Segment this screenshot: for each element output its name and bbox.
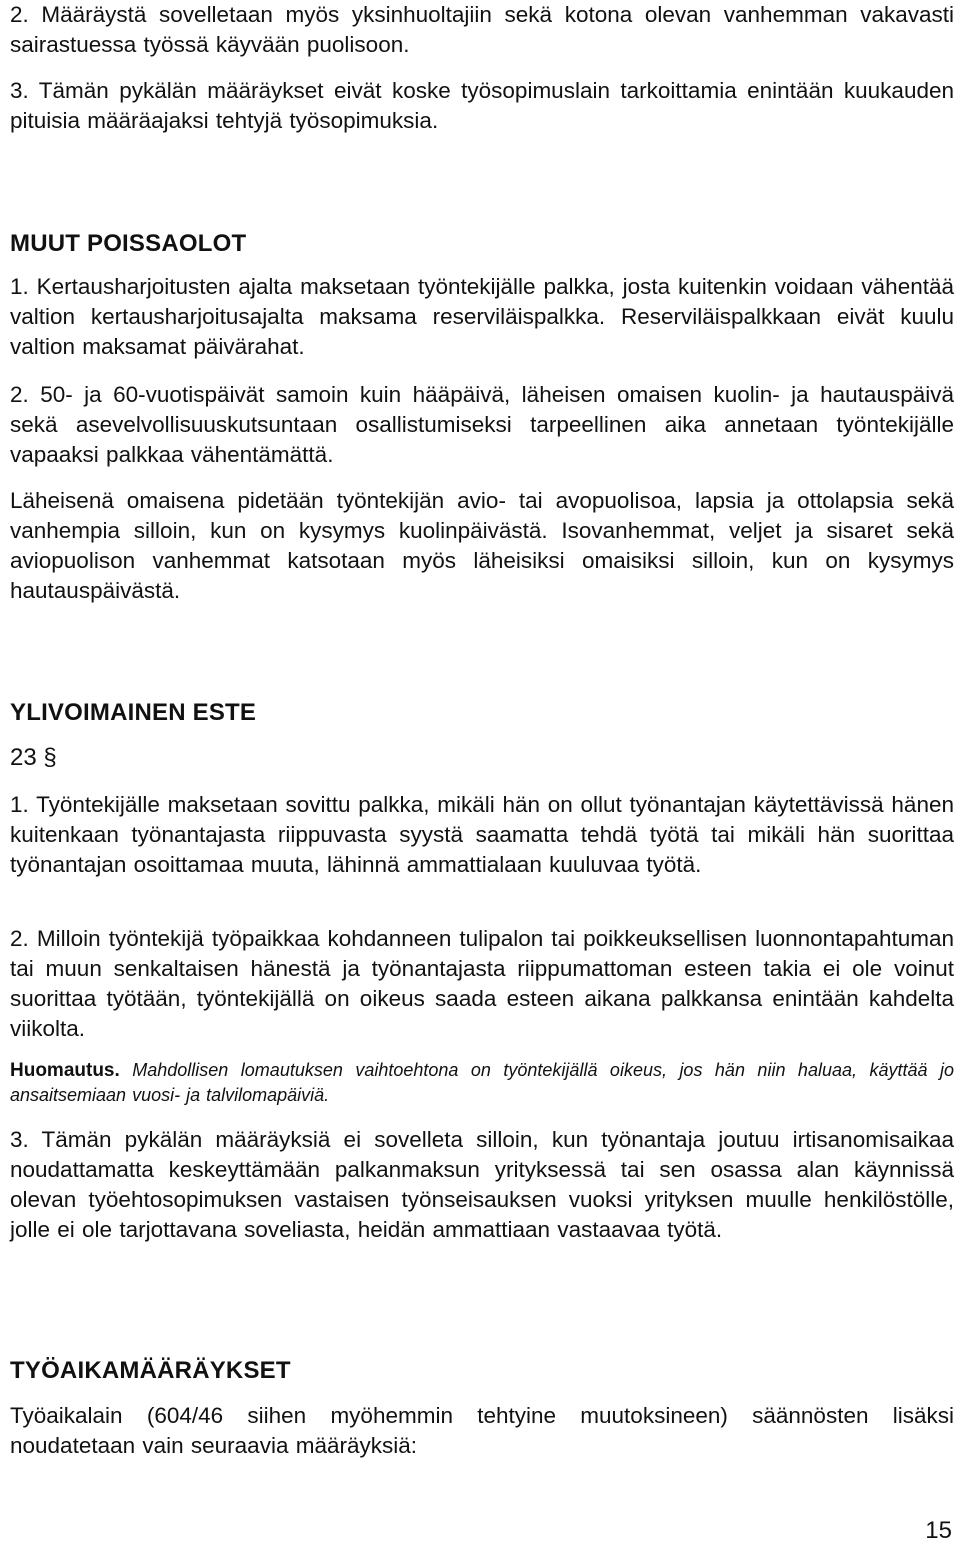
paragraph-este-2: 2. Milloin työntekijä työpaikkaa kohdanneen tulipalon tai poikkeuksellisen luonnontapahtuman tai muun senkaltaisen hänestä ja työnantajasta riippumattoman esteen takia ei ole voinut suorittaa työtään, työntekijällä on oikeus saada esteen aikana palkkansa enintään kahdelta viikolta. <box>10 926 954 1041</box>
note-text: Mahdollisen lomautuksen vaihtoehtona on työntekijällä oikeus, jos hän niin haluaa, käyttää jo ansaitsemiaan vuosi- ja talvilomapäiviä. <box>10 1060 954 1105</box>
heading-tyoaikamaaraykset: TYÖAIKAMÄÄRÄYKSET <box>10 1357 291 1384</box>
paragraph-top-2: 2. Määräystä sovelletaan myös yksinhuoltajiin sekä kotona olevan vanhemman vakavasti sairastuessa työssä käyvään puolisoon. <box>10 2 954 57</box>
note-label: Huomautus. <box>10 1060 120 1081</box>
paragraph-top-3: 3. Tämän pykälän määräykset eivät koske työsopimuslain tarkoittamia enintään kuukauden pituisia määräajaksi tehtyjä työsopimuksia. <box>10 78 954 133</box>
paragraph-muut-omainen: Läheisenä omaisena pidetään työntekijän avio- tai avopuolisoa, lapsia ja ottolapsia sekä vanhempia silloin, kun on kysymys kuolinpäivästä. Isovanhemmat, veljet ja sisaret sekä aviopuolison vanhemmat katsotaan myös läheisiksi omaisiksi silloin, kun on kysymys hautauspäivästä. <box>10 488 954 603</box>
note-paragraph <box>10 1058 954 1108</box>
paragraph-muut-1: 1. Kertausharjoitusten ajalta maksetaan työntekijälle palkka, josta kuitenkin voidaan vähentää valtion kertausharjoitusajalta maksama reserviläispalkka. Reserviläispalkkaan eivät kuulu valtion maksamat päivärahat. <box>10 274 954 359</box>
paragraph-este-3: 3. Tämän pykälän määräyksiä ei sovelleta silloin, kun työnantaja joutuu irtisanomisaikaa noudattamatta keskeyttämään palkanmaksun yrityksessä tai sen osassa alan käynnissä olevan työehtosopimuksen vastaisen työnseisauksen vuoksi yrityksen muulle henkilöstölle, jolle ei ole tarjottavana soveliasta, heidän ammattiaan vastaavaa työtä. <box>10 1127 954 1242</box>
heading-ylivoimainen-este: YLIVOIMAINEN ESTE <box>10 699 257 726</box>
heading-muut-poissaolot: MUUT POISSAOLOT <box>10 230 247 257</box>
section-number: 23 § <box>10 744 57 771</box>
document-page <box>10 0 954 1547</box>
paragraph-tyoaika: Työaikalain (604/46 siihen myöhemmin tehtyine muutoksineen) säännösten lisäksi noudatetaan vain seuraavia määräyksiä: <box>10 1403 954 1458</box>
paragraph-este-1: 1. Työntekijälle maksetaan sovittu palkka, mikäli hän on ollut työnantajan käytettävissä hänen kuitenkaan työnantajasta riippuvasta syystä saamatta tehdä työtä tai mikäli hän suorittaa työnantajan osoittamaa muuta, lähinnä ammattialaan kuuluvaa työtä. <box>10 792 954 877</box>
paragraph-muut-2: 2. 50- ja 60-vuotispäivät samoin kuin hääpäivä, läheisen omaisen kuolin- ja hautauspäivä sekä asevelvollisuuskutsuntaan osallistumiseksi tarpeellinen aika annetaan työntekijälle vapaaksi palkkaa vähentämättä. <box>10 382 954 467</box>
page-number: 15 <box>925 1517 952 1544</box>
